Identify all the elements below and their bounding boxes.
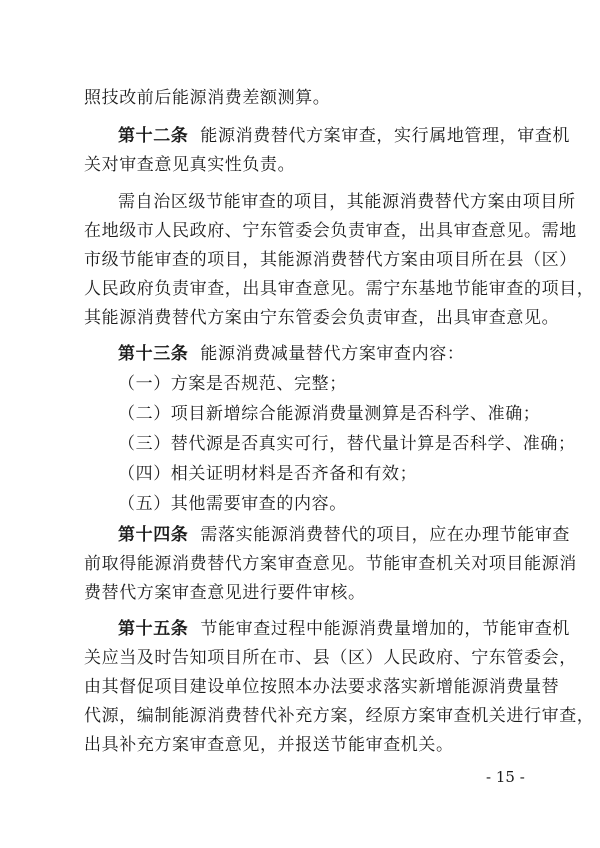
article-13-line: 第十三条 能源消费减量替代方案审查内容： [118,344,465,364]
text-line: 市级节能审查的项目，其能源消费替代方案由项目所在县（区） [84,250,577,270]
article-14-line: 第十四条 需落实能源消费替代的项目，应在办理节能审查 [118,525,571,545]
text-line: 关应当及时告知项目所在市、县（区）人民政府、宁东管委会， [84,648,577,668]
article-heading: 第十三条 [118,344,189,364]
list-item: （一）方案是否规范、完整； [118,374,347,394]
page-number: - 15 - [486,768,525,786]
text-line: 照技改前后能源消费差额测算。 [84,88,331,108]
text-line: 在地级市人民政府、宁东管委会负责审查，出具审查意见。需地 [84,221,577,241]
text-line: 代源，编制能源消费替代补充方案，经原方案审查机关进行审查， [84,706,595,726]
text-line: 费替代方案审查意见进行要件审核。 [84,583,366,603]
text-line: 前取得能源消费替代方案审查意见。节能审查机关对项目能源消 [84,554,577,574]
text-line: 人民政府负责审查，出具审查意见。需宁东基地节能审查的项目， [84,279,595,299]
list-item: （四）相关证明材料是否齐备和有效； [118,464,418,484]
list-item: （五）其他需要审查的内容。 [118,494,347,514]
article-heading: 第十四条 [118,525,189,545]
list-item: （二）项目新增综合能源消费量测算是否科学、准确； [118,404,541,424]
text-line: 关对审查意见真实性负责。 [84,155,296,175]
list-item: （三）替代源是否真实可行，替代量计算是否科学、准确； [118,434,576,454]
paragraph-start: 需自治区级节能审查的项目，其能源消费替代方案由项目所 [118,192,576,212]
text-line: 由其督促项目建设单位按照本办法要求落实新增能源消费量替 [84,677,560,697]
article-12-line: 第十二条 能源消费替代方案审查，实行属地管理，审查机 [118,126,571,146]
article-15-line: 第十五条 节能审查过程中能源消费量增加的，节能审查机 [118,619,571,639]
text-line: 其能源消费替代方案由宁东管委会负责审查，出具审查意见。 [84,308,560,328]
article-heading: 第十五条 [118,619,189,639]
article-heading: 第十二条 [118,126,189,146]
text-line: 出具补充方案审查意见，并报送节能审查机关。 [84,735,454,755]
